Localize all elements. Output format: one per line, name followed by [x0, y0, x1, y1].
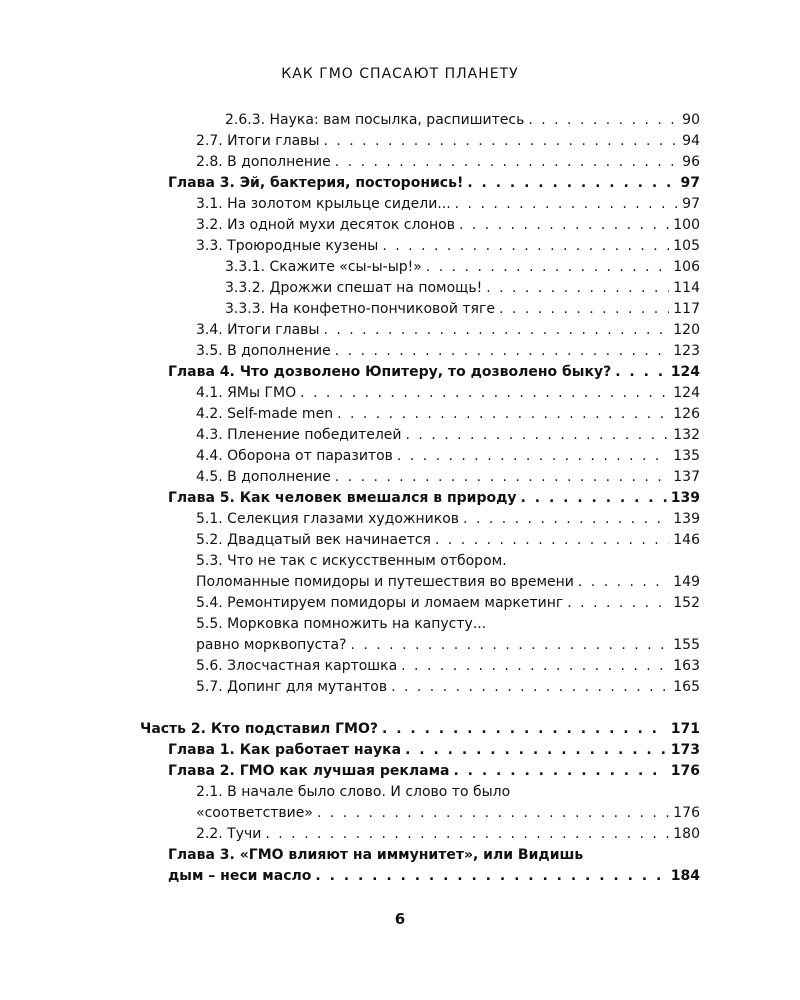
toc-title: равно морквопуста? [196, 637, 347, 653]
toc-entry [196, 404, 700, 424]
toc-entry [168, 362, 700, 382]
toc-page: 90 [682, 112, 700, 128]
toc-leader [486, 278, 669, 298]
toc-entry [196, 677, 700, 697]
toc-line: 5.5. Морковка помножить на капусту... [196, 616, 487, 632]
toc-page: 152 [673, 595, 700, 611]
toc-entry [196, 656, 700, 676]
toc-entry [168, 740, 700, 760]
toc-entry [196, 446, 700, 466]
toc-title: Глава 5. Как человек вмешался в природу [168, 490, 517, 506]
toc-title: 4.3. Пленение победителей [196, 427, 402, 443]
toc-entry [196, 320, 700, 340]
toc-entry [225, 299, 700, 319]
toc-entry [196, 236, 700, 256]
toc-entry [140, 719, 700, 739]
toc-page: 165 [673, 679, 700, 695]
toc-leader [337, 404, 669, 424]
toc-leader [335, 467, 670, 487]
toc-title: 2.2. Тучи [196, 826, 262, 842]
toc-leader [453, 761, 666, 781]
toc-title: дым – неси масло [168, 868, 312, 884]
toc-entry [225, 257, 700, 277]
toc-leader [391, 677, 669, 697]
toc-page: 135 [673, 448, 700, 464]
toc-title: 3.2. Из одной мухи десяток слонов [196, 217, 455, 233]
toc-page: 114 [673, 280, 700, 296]
toc-page: 94 [682, 133, 700, 149]
toc-page: 171 [670, 721, 700, 737]
toc-leader [300, 383, 669, 403]
toc-entry [196, 803, 700, 823]
toc-entry [196, 383, 700, 403]
toc-entry [225, 110, 700, 130]
toc-leader [615, 362, 667, 382]
toc-title: Глава 3. Эй, бактерия, посторонись! [168, 175, 464, 191]
toc-entry [168, 488, 700, 508]
toc-leader [499, 299, 669, 319]
toc-entry [225, 278, 700, 298]
toc-page: 180 [673, 826, 700, 842]
toc-page: 176 [673, 805, 700, 821]
toc-title: 4.2. Self-made men [196, 406, 334, 422]
toc-page: 117 [673, 301, 700, 317]
toc-title: 2.7. Итоги главы [196, 133, 320, 149]
toc-page: 96 [682, 154, 700, 170]
toc-line: 2.1. В начале было слово. И слово то было [196, 784, 511, 800]
toc-title: 3.3.1. Скажите «сы-ы-ыр!» [225, 259, 422, 275]
toc-page: 97 [680, 175, 700, 191]
toc-leader [323, 131, 678, 151]
toc-leader [397, 446, 669, 466]
toc-page: 139 [670, 490, 700, 506]
toc-title: Часть 2. Кто подставил ГМО? [140, 721, 379, 737]
toc-page: 173 [670, 742, 700, 758]
toc-page: 149 [673, 574, 700, 590]
toc-entry [196, 572, 700, 592]
toc-title: 5.1. Селекция глазами художников [196, 511, 460, 527]
toc-leader [467, 173, 676, 193]
toc-title: 5.6. Злосчастная картошка [196, 658, 398, 674]
toc-title: 3.3.3. На конфетно-пончиковой тяге [225, 301, 495, 317]
toc-page: 123 [673, 343, 700, 359]
toc-entry [196, 194, 700, 214]
toc-title: 3.5. В дополнение [196, 343, 331, 359]
toc-page: 124 [670, 364, 700, 380]
toc-title: 4.1. ЯМы ГМО [196, 385, 297, 401]
running-head: КАК ГМО СПАСАЮТ ПЛАНЕТУ [281, 66, 519, 82]
toc-leader [567, 593, 669, 613]
toc-entry [196, 824, 700, 844]
toc-title: 3.4. Итоги главы [196, 322, 320, 338]
toc-title: 5.2. Двадцатый век начинается [196, 532, 431, 548]
toc-page: 146 [673, 532, 700, 548]
toc-entry [196, 509, 700, 529]
toc-entry [196, 635, 700, 655]
toc-leader [382, 719, 667, 739]
toc-entry [196, 425, 700, 445]
toc-leader [335, 152, 678, 172]
toc-leader [265, 824, 669, 844]
toc-title: Глава 1. Как работает наука [168, 742, 402, 758]
toc-page: 137 [673, 469, 700, 485]
toc-leader [578, 572, 669, 592]
toc-leader [401, 656, 669, 676]
toc-title: 3.1. На золотом крыльце сидели... [196, 196, 451, 212]
toc-page: 139 [673, 511, 700, 527]
toc-title: 5.4. Ремонтируем помидоры и ломаем маркетинг [196, 595, 564, 611]
toc-entry [196, 131, 700, 151]
toc-title: 2.8. В дополнение [196, 154, 331, 170]
toc-leader [315, 866, 666, 886]
toc-page: 155 [673, 637, 700, 653]
toc-entry [168, 173, 700, 193]
toc-leader [317, 803, 669, 823]
toc-title: 3.3.2. Дрожжи спешат на помощь! [225, 280, 483, 296]
toc-title: Глава 2. ГМО как лучшая реклама [168, 763, 450, 779]
toc-leader [463, 509, 669, 529]
toc-page: 100 [673, 217, 700, 233]
toc-title: 4.5. В дополнение [196, 469, 331, 485]
toc-page: 120 [673, 322, 700, 338]
toc-page: 106 [673, 259, 700, 275]
toc-page: 124 [673, 385, 700, 401]
toc-leader [405, 740, 667, 760]
toc-title: 3.3. Троюродные кузены [196, 238, 379, 254]
toc-entry [196, 215, 700, 235]
toc-line: 5.3. Что не так с искусственным отбором. [196, 553, 507, 569]
toc-leader [426, 257, 669, 277]
toc-leader [459, 215, 669, 235]
toc-entry [196, 341, 700, 361]
toc-page: 105 [673, 238, 700, 254]
toc-entry [196, 593, 700, 613]
toc-leader [521, 488, 667, 508]
toc-title: 2.6.3. Наука: вам посылка, распишитесь [225, 112, 525, 128]
page-number: 6 [394, 910, 406, 928]
toc-entry [168, 866, 700, 886]
toc-entry [168, 761, 700, 781]
toc-page: 126 [673, 406, 700, 422]
toc-leader [382, 236, 669, 256]
toc-title: Поломанные помидоры и путешествия во времени [196, 574, 574, 590]
toc-entry [196, 530, 700, 550]
toc-title: 5.7. Допинг для мутантов [196, 679, 388, 695]
toc-title: «соответствие» [196, 805, 313, 821]
toc-entry [196, 467, 700, 487]
toc-leader [435, 530, 669, 550]
toc-leader [455, 194, 679, 214]
toc-title: Глава 4. Что дозволено Юпитеру, то дозволено быку? [168, 364, 612, 380]
toc-leader [323, 320, 669, 340]
toc-leader [528, 110, 678, 130]
toc-leader [335, 341, 670, 361]
toc-page: 184 [670, 868, 700, 884]
toc-page: 176 [670, 763, 700, 779]
toc-entry [196, 152, 700, 172]
toc-line: Глава 3. «ГМО влияют на иммунитет», или Видишь [168, 847, 584, 863]
toc-page: 97 [682, 196, 700, 212]
toc-leader [350, 635, 669, 655]
toc-page: 163 [673, 658, 700, 674]
toc-leader [406, 425, 670, 445]
toc-page: 132 [673, 427, 700, 443]
toc-title: 4.4. Оборона от паразитов [196, 448, 393, 464]
